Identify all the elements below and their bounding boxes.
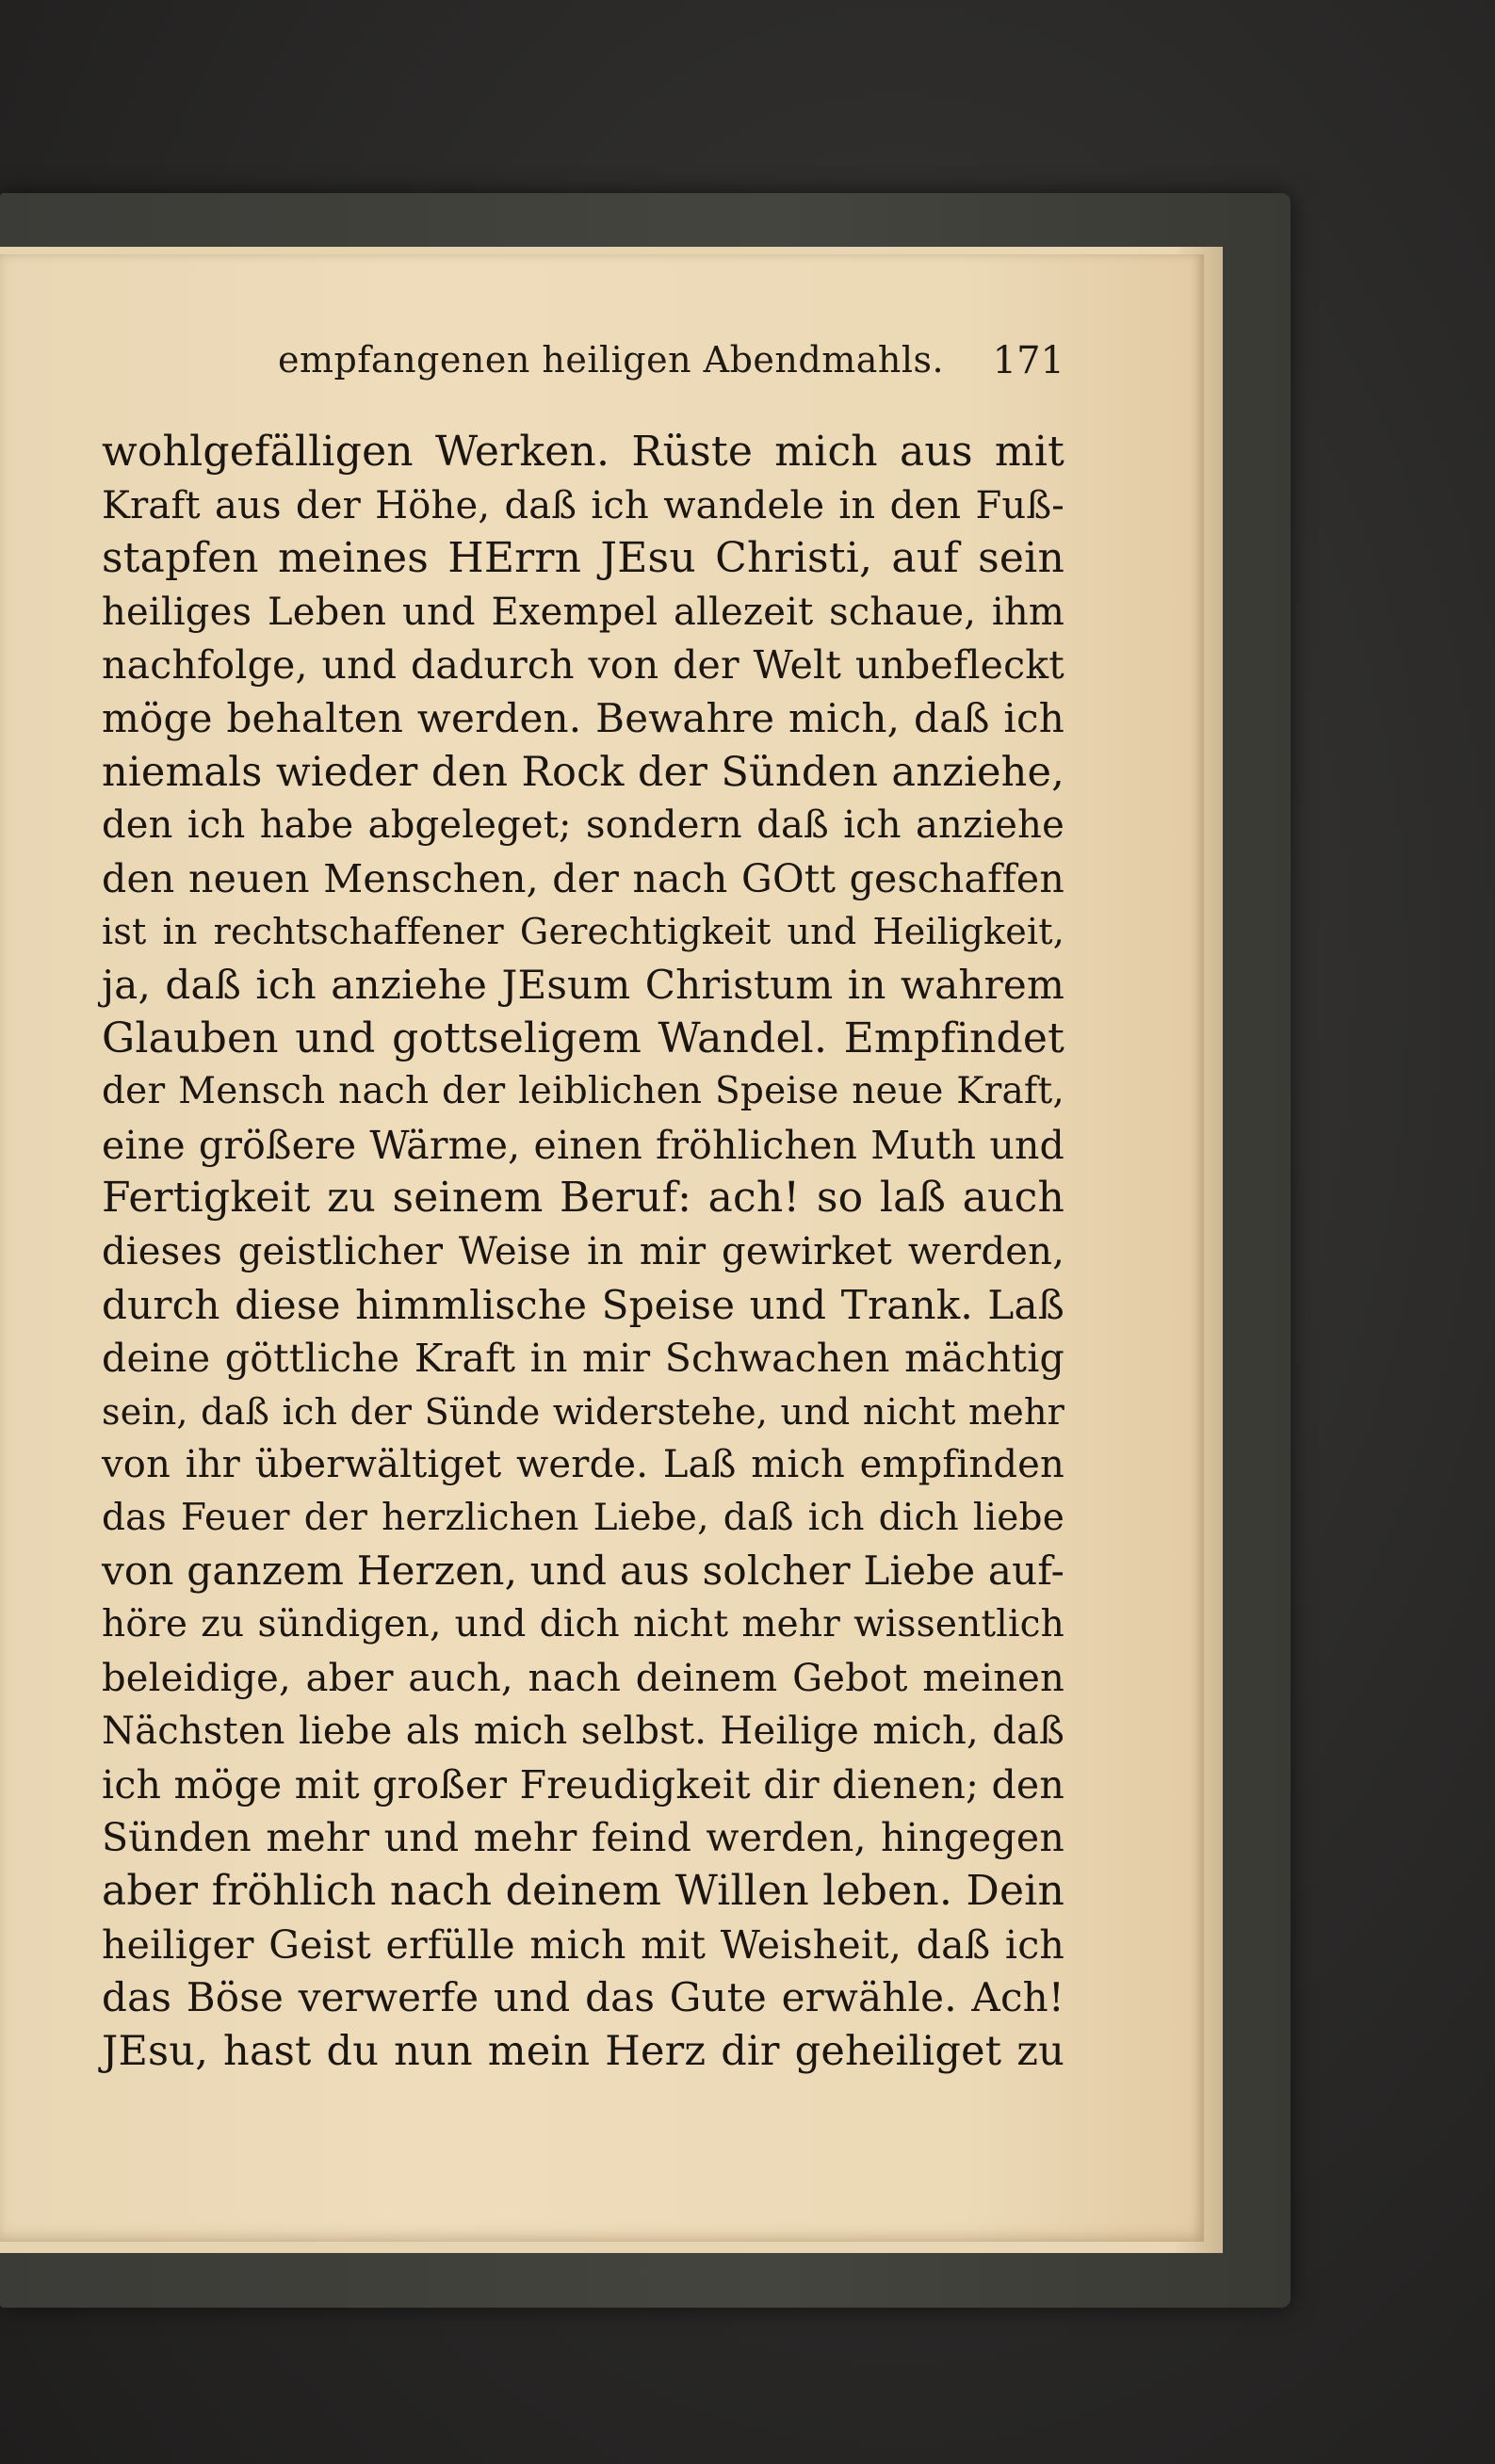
text-line: beleidige, aber auch, nach deinem Gebot meinen xyxy=(102,1656,1064,1700)
text-line: Nächsten liebe als mich selbst. Heilige mich, daß xyxy=(102,1710,1064,1754)
text-line: ja, daß ich anziehe JEsum Christum in wahrem xyxy=(102,961,1064,1008)
text-line: von ganzem Herzen, und aus solcher Liebe auf- xyxy=(102,1548,1064,1595)
text-line: sein, daß ich der Sünde widerstehe, und nicht mehr xyxy=(102,1390,1064,1433)
text-line: das Feuer der herzlichen Liebe, daß ich dich liebe xyxy=(102,1496,1064,1539)
text-line: von ihr überwältiget werde. Laß mich empfinden xyxy=(102,1443,1064,1487)
text-line: Fertigkeit zu seinem Beruf: ach! so laß auch xyxy=(102,1174,1064,1223)
text-line: den neuen Menschen, der nach GOtt geschaffen xyxy=(102,855,1064,901)
text-line: ich möge mit großer Freudigkeit dir dienen; den xyxy=(102,1761,1064,1807)
text-line: das Böse verwerfe und das Gute erwähle. Ach! xyxy=(102,1974,1064,2021)
text-line: JEsu, hast du nun mein Herz dir geheiliget zu xyxy=(102,2027,1064,2075)
text-line: Sünden mehr und mehr feind werden, hingegen xyxy=(102,1815,1064,1861)
text-line: heiliges Leben und Exempel allezeit schaue, ihm xyxy=(102,590,1064,634)
text-line: Kraft aus der Höhe, daß ich wandele in den Fuß- xyxy=(102,483,1064,527)
text-line: den ich habe abgeleget; sondern daß ich anziehe xyxy=(102,803,1064,848)
text-line: Glauben und gottseligem Wandel. Empfindet xyxy=(102,1013,1064,1062)
text-line: ist in rechtschaffener Gerechtigkeit und Heiligkeit, xyxy=(102,911,1064,953)
page-number: 171 xyxy=(992,339,1064,382)
text-line: durch diese himmlische Speise und Trank. Laß xyxy=(102,1281,1064,1328)
text-line: niemals wieder den Rock der Sünden anziehe, xyxy=(102,748,1064,796)
text-line: der Mensch nach der leiblichen Speise neue Kraft, xyxy=(102,1070,1064,1113)
text-line: stapfen meines HErrn JEsu Christi, auf sein xyxy=(102,534,1064,583)
text-line: wohlgefälligen Werken. Rüste mich aus mit xyxy=(102,428,1064,476)
text-line: deine göttliche Kraft in mir Schwachen mächtig xyxy=(102,1336,1064,1382)
text-line: eine größere Wärme, einen fröhlichen Muth und xyxy=(102,1122,1064,1168)
text-line: dieses geistlicher Weise in mir gewirket werden, xyxy=(102,1229,1064,1273)
text-line: höre zu sündigen, und dich nicht mehr wissentlich xyxy=(102,1603,1064,1646)
text-line: möge behalten werden. Bewahre mich, daß ich xyxy=(102,694,1064,741)
text-line: aber fröhlich nach deinem Willen leben. Dein xyxy=(102,1867,1064,1916)
body-text xyxy=(102,426,1064,2078)
running-head: empfangenen heiligen Abendmahls. xyxy=(278,339,945,381)
text-line: heiliger Geist erfülle mich mit Weisheit, daß ich xyxy=(102,1921,1064,1968)
text-line: nachfolge, und dadurch von der Welt unbefleckt xyxy=(102,642,1064,689)
page-header xyxy=(278,339,1064,396)
